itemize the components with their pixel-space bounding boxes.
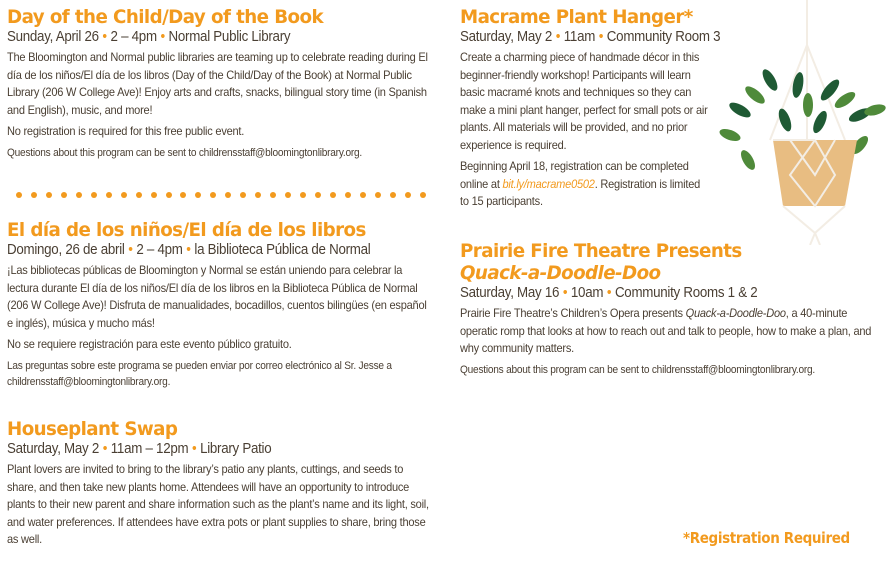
event-title: Macrame Plant Hanger* [460, 6, 693, 28]
description-text: Prairie Fire Theatre’s Children’s Opera presents [460, 306, 686, 320]
event-date: Saturday, May 16 [460, 285, 560, 301]
registration-limit: . Registration is limited to 15 participants. [460, 176, 701, 208]
description-text: , a 40-minute operatic romp that looks at how to reach out and talk to people, how to make a plan, and why community matters. [460, 306, 872, 355]
bullet-separator: • [102, 29, 107, 45]
event-location: Normal Public Library [168, 29, 291, 45]
event-date: Saturday, May 2 [7, 441, 100, 457]
hanging-plant-illustration [710, 0, 893, 245]
event-registration [460, 158, 708, 211]
event-date: Domingo, 26 de abril [7, 242, 125, 258]
event-date: Saturday, May 2 [460, 29, 553, 45]
bullet-separator: • [128, 242, 133, 258]
registration-required-note: *Registration Required [683, 529, 850, 547]
event-meta [460, 285, 851, 301]
event-houseplant-swap [7, 418, 437, 553]
event-meta [7, 29, 403, 45]
bullet-separator: • [102, 441, 108, 457]
event-time: 11am – 12pm [110, 441, 189, 457]
event-time: 2 – 4pm [136, 242, 183, 258]
event-title: Houseplant Swap [7, 418, 178, 440]
event-meta [7, 242, 403, 258]
dotted-divider [16, 192, 426, 200]
event-description: Plant lovers are invited to bring to the library’s patio any plants, cuttings, and seeds to share, and then take new plants home. Attendees will have an opportunity to introduce plants to their new parent and share information such as the plant’s name and its light, soil, and water preferences. If attendees have extra pots or plant supplies to share, bring those as well. [7, 462, 429, 546]
bullet-separator: • [562, 285, 568, 301]
event-title: Day of the Child/Day of the Book [7, 6, 324, 28]
event-location: la Biblioteca Pública de Normal [194, 242, 371, 258]
event-title: El día de los niños/El día de los libros [7, 219, 366, 241]
event-time: 10am [570, 285, 604, 301]
event-location: Community Room 3 [606, 29, 721, 45]
event-contact: Questions about this program can be sent to childrensstaff@bloomingtonlibrary.org. [7, 146, 363, 159]
bullet-separator: • [598, 29, 604, 45]
event-contact: Questions about this program can be sent to childrensstaff@bloomingtonlibrary.org. [460, 363, 816, 376]
bullet-separator: • [160, 29, 165, 45]
event-location: Community Rooms 1 & 2 [614, 285, 758, 301]
bullet-separator: • [555, 29, 561, 45]
event-description [460, 305, 882, 358]
bullet-separator: • [186, 242, 191, 258]
event-dia-de-los-ninos [7, 219, 437, 394]
event-time: 11am [563, 29, 596, 45]
event-note: No registration is required for this free public event. [7, 124, 245, 138]
event-prairie-fire [460, 240, 885, 382]
event-title-italic: Quack-a-Doodle-Doo [460, 262, 661, 284]
event-description: The Bloomington and Normal public libraries are teaming up to celebrate reading during El día de los niños/El día de los libros (Day of the Child/Day of the Book) at Normal Public Library (206 W College Ave)! Enjoy arts and crafts, snacks, bilingual story time (in Spanish and English), music, and more! [7, 50, 428, 117]
description-italic: Quack-a-Doodle-Doo [685, 306, 786, 320]
event-title-main: Prairie Fire Theatre Presents [460, 240, 742, 262]
event-time: 2 – 4pm [110, 29, 157, 45]
event-description: Create a charming piece of handmade décor in this beginner-friendly workshop! Participants will learn basic macramé knots and techniques so they can make a mini plant hanger, perfect for small pots or air plants. All materials will be provided, and no prior experience is required. [460, 50, 708, 152]
event-location: Library Patio [200, 441, 272, 457]
event-title [460, 240, 868, 284]
bullet-separator: • [192, 441, 197, 457]
event-description: ¡Las bibliotecas públicas de Bloomington y Normal se están uniendo para celebrar la lectura durante El día de los niños/El día de los libros en la Biblioteca Pública de Normal (206 W College Ave)! Disfruta de manualidades, bocadillos, cuentos bilingües (en español e inglés), música y mucho más! [7, 263, 427, 330]
bullet-separator: • [606, 285, 612, 301]
event-contact: Las preguntas sobre este programa se pueden enviar por correo electrónico al Sr. Jesse a childrensstaff@bloomingtonlibrary.org. [7, 359, 392, 388]
event-date: Sunday, April 26 [7, 29, 99, 45]
event-note: No se requiere registración para este evento público gratuito. [7, 337, 292, 351]
registration-text: Beginning April 18, registration can be completed online at [460, 159, 689, 191]
event-day-of-child [7, 6, 437, 165]
event-meta [7, 441, 403, 457]
registration-link[interactable]: bit.ly/macrame0502 [502, 176, 595, 191]
